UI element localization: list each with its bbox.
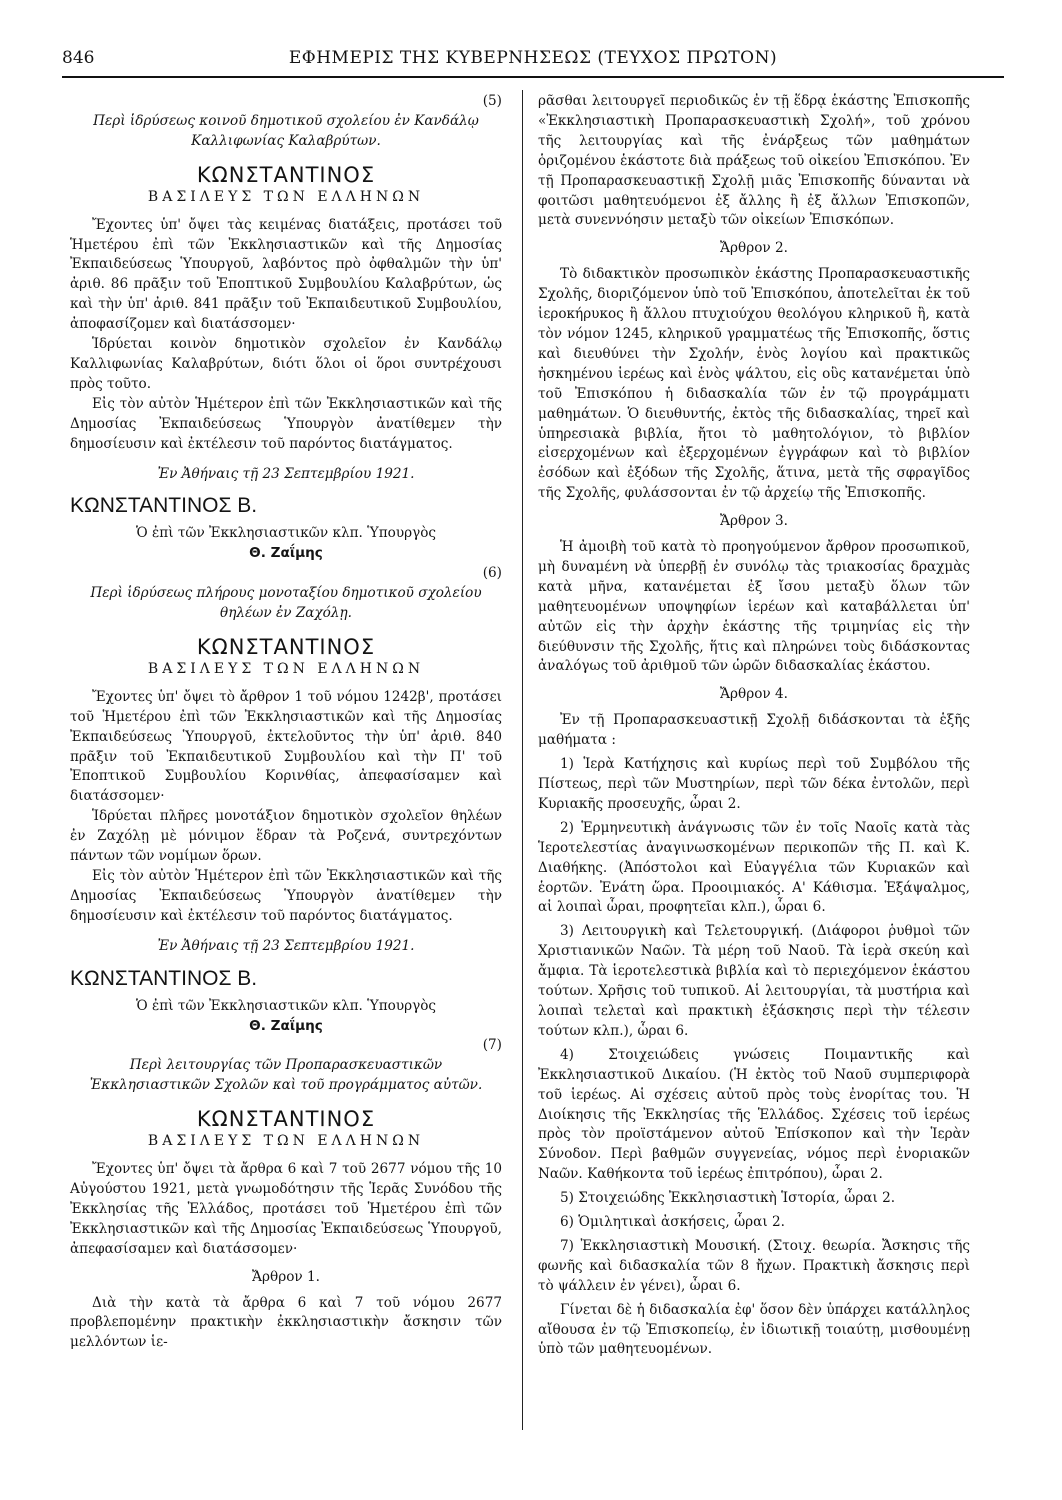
- decree-6-title: Περὶ ἱδρύσεως πλήρους μονοταξίου δημοτικοῦ σχολείου θηλέων ἐν Ζαχόλῃ.: [90, 585, 482, 622]
- article-2-heading: Ἄρθρον 2.: [720, 240, 788, 257]
- article-4-heading: Ἄρθρον 4.: [720, 686, 788, 703]
- decree-6-paragraph: Ἔχοντες ὑπ' ὄψει τὸ ἄρθρον 1 τοῦ νόμου 1242β', προτάσει τοῦ Ἡμετέρου ἐπὶ τῶν Ἐκκλησιαστικῶν καὶ τῆς Δημοσίας Ἐκπαιδεύσεως Ὑπουργοῦ, ἐκτελοῦντος τὴν ὑπ' ἀριθ. 840 πρᾶξιν τοῦ Ἐκπαιδευτικοῦ Συμβουλίου καὶ τὴν Π' τοῦ Ἐποπτικοῦ Συμβουλίου Κορινθίας, ἀπεφασίσαμεν καὶ διατάσσομεν·: [70, 688, 502, 805]
- article-1-continuation: ρᾶσθαι λειτουργεῖ περιοδικῶς ἐν τῇ ἕδρᾳ ἑκάστης Ἐπισκοπῆς «Ἐκκλησιαστικὴ Προπαρασκευαστικὴ Σχολή», τοῦ χρόνου τῆς λειτουργίας καὶ τῆς ἐνάρξεως τῶν μαθημάτων ὁριζομένου ἑκάστοτε διὰ πράξεως τοῦ οἰκείου Ἐπισκόπου. Ἐν τῇ Προπαρασκευαστικῇ Σχολῇ μιᾶς Ἐπισκοπῆς δύνανται νὰ φοιτῶσι μαθητευόμενοι ἐξ ἄλλης ἢ ἐξ ἄλλων Ἐπισκοπῶν, μετὰ συνεννόησιν μεταξὺ τῶν οἰκείων Ἐπισκόπων.: [538, 93, 970, 229]
- decree-5-signature: ΚΩΝΣΤΑΝΤΙΝΟΣ Β.: [70, 494, 258, 518]
- decree-6-number: (6): [482, 565, 502, 582]
- subject-list-item: 5) Στοιχειώδης Ἐκκλησιαστικὴ Ἱστορία, ὧραι 2.: [560, 1190, 896, 1207]
- decree-7-king: ΚΩΝΣΤΑΝΤΙΝΟΣ: [196, 1107, 376, 1132]
- decree-5-minister-line: Ὁ ἐπὶ τῶν Ἐκκλησιαστικῶν κλπ. Ὑπουργὸς: [135, 525, 437, 542]
- article-4-intro: Ἐν τῇ Προπαρασκευαστικῇ Σχολῇ διδάσκονται τὰ ἑξῆς μαθήματα :: [538, 712, 970, 749]
- decree-6-king: ΚΩΝΣΤΑΝΤΙΝΟΣ: [196, 634, 376, 659]
- decree-6-king-sub: ΒΑΣΙΛΕΥΣ ΤΩΝ ΕΛΛΗΝΩΝ: [147, 660, 425, 677]
- right-column: [538, 92, 970, 1360]
- decree-7-king-sub: ΒΑΣΙΛΕΥΣ ΤΩΝ ΕΛΛΗΝΩΝ: [147, 1133, 425, 1150]
- decree-7-paragraph: Ἔχοντες ὑπ' ὄψει τὰ ἄρθρα 6 καὶ 7 τοῦ 2677 νόμου τῆς 10 Αὐγούστου 1921, μετὰ γνωμοδότησιν τῆς Ἱερᾶς Συνόδου τῆς Ἐκκλησίας τῆς Ἑλλάδος, προτάσει τοῦ Ἡμετέρου ἐπὶ τῶν Ἐκκλησιαστικῶν καὶ τῆς Δημοσίας Ἐκπαιδεύσεως Ὑπουργοῦ, ἀπεφασίσαμεν καὶ διατάσσομεν·: [70, 1161, 502, 1257]
- decree-6-paragraph: Εἰς τὸν αὐτὸν Ἡμέτερον ἐπὶ τῶν Ἐκκλησιαστικῶν καὶ τῆς Δημοσίας Ἐκπαιδεύσεως Ὑπουργὸν ἀνατίθεμεν τὴν δημοσίευσιν καὶ ἐκτέλεσιν τοῦ παρόντος διατάγματος.: [70, 868, 502, 924]
- left-column: [70, 92, 502, 1353]
- subject-list-item: 3) Λειτουργικὴ καὶ Τελετουργική. (Διάφοροι ῥυθμοὶ τῶν Χριστιανικῶν Ναῶν. Τὰ μέρη τοῦ Ναοῦ. Τὰ ἱερὰ σκεύη καὶ ἄμφια. Τὰ ἱεροτελεστικὰ βιβλία καὶ τὸ περιεχόμενον ἑκάστου τούτων. Χρῆσις τοῦ τυπικοῦ. Αἱ λειτουργίαι, τὰ μυστήρια καὶ λοιπαὶ τελεταὶ καὶ πρακτικὴ ἐξάσκησις περὶ τὴν τέλεσιν τούτων κλπ.), ὧραι 6.: [538, 923, 970, 1039]
- article-1-text: Διὰ τὴν κατὰ τὰ ἄρθρα 6 καὶ 7 τοῦ νόμου 2677 προβλεπομένην πρακτικὴν ἐκκλησιαστικὴν ἄσκησιν τῶν μελλόντων ἱε-: [70, 1294, 502, 1351]
- decree-6-signature: ΚΩΝΣΤΑΝΤΙΝΟΣ Β.: [70, 966, 258, 990]
- decree-7-title: Περὶ λειτουργίας τῶν Προπαρασκευαστικῶν Ἐκκλησιαστικῶν Σχολῶν καὶ τοῦ προγράμματος αὐτῶν.: [89, 1057, 483, 1094]
- decree-5-dated: Ἐν Ἀθήναις τῇ 23 Σεπτεμβρίου 1921.: [157, 465, 415, 482]
- subject-list-item: 6) Ὁμιλητικαὶ ἀσκήσεις, ὧραι 2.: [560, 1214, 785, 1231]
- decree-5-king: ΚΩΝΣΤΑΝΤΙΝΟΣ: [196, 162, 376, 187]
- article-1-heading: Ἄρθρον 1.: [252, 1268, 320, 1285]
- column-divider: [522, 90, 523, 1430]
- decree-5-paragraph: Εἰς τὸν αὐτὸν Ἡμέτερον ἐπὶ τῶν Ἐκκλησιαστικῶν καὶ τῆς Δημοσίας Ἐκπαιδεύσεως Ὑπουργὸν ἀνατίθεμεν τὴν δημοσίευσιν καὶ ἐκτέλεσιν τοῦ παρόντος διατάγματος.: [70, 395, 502, 452]
- page-header: [62, 46, 1004, 78]
- decree-7-number: (7): [482, 1037, 502, 1054]
- decree-6-minister-name: Θ. Ζαΐμης: [249, 1017, 323, 1034]
- decree-5-number: (5): [482, 93, 502, 109]
- decree-5-minister-name: Θ. Ζαΐμης: [249, 545, 323, 562]
- closing-paragraph: Γίνεται δὲ ἡ διδασκαλία ἐφ' ὅσον δὲν ὑπάρχει κατάλληλος αἴθουσα ἐν τῷ Ἐπισκοπείῳ, ἐν ἰδιωτικῇ τοιαύτῃ, μισθουμένῃ ὑπὸ τῶν μαθητευομένων.: [538, 1301, 970, 1358]
- decree-6-dated: Ἐν Ἀθήναις τῇ 23 Σεπτεμβρίου 1921.: [157, 937, 415, 954]
- decree-5-king-sub: ΒΑΣΙΛΕΥΣ ΤΩΝ ΕΛΛΗΝΩΝ: [147, 188, 425, 205]
- subject-list-item: 7) Ἐκκλησιαστικὴ Μουσική. (Στοιχ. θεωρία. Ἄσκησις τῆς φωνῆς καὶ διδασκαλία τῶν 8 ἤχων. Πρακτικὴ ἄσκησις περὶ τὸ ψάλλειν ἐν γένει), ὧραι 6.: [538, 1237, 970, 1294]
- gazette-title: ΕΦΗΜΕΡΙΣ ΤΗΣ ΚΥΒΕΡΝΗΣΕΩΣ (ΤΕΥΧΟΣ ΠΡΩΤΟΝ): [288, 48, 778, 68]
- decree-5-paragraph: Ἔχοντες ὑπ' ὄψει τὰς κειμένας διατάξεις, προτάσει τοῦ Ἡμετέρου ἐπὶ τῶν Ἐκκλησιαστικῶν καὶ τῆς Δημοσίας Ἐκπαιδεύσεως Ὑπουργοῦ, λαβόντος πρὸ ὀφθαλμῶν τὴν ὑπ' ἀριθ. 86 πρᾶξιν τοῦ Ἐποπτικοῦ Συμβουλίου Καλαβρύτων, ὡς καὶ τὴν ὑπ' ἀριθ. 841 πρᾶξιν τοῦ Ἐκπαιδευτικοῦ Συμβουλίου, ἀποφασίζομεν καὶ διατάσσομεν·: [70, 216, 502, 333]
- decree-6-paragraph: Ἱδρύεται πλῆρες μονοτάξιον δημοτικὸν σχολεῖον θηλέων ἐν Ζαχόλῃ μὲ μόνιμον ἕδραν τὰ Ροζενά, συντρεχόντων πάντων τῶν νομίμων ὅρων.: [70, 808, 502, 865]
- subject-list-item: 4) Στοιχειώδεις γνώσεις Ποιμαντικῆς καὶ Ἐκκλησιαστικοῦ Δικαίου. (Ἡ ἐκτὸς τοῦ Ναοῦ συμπεριφορὰ τοῦ ἱερέως. Αἱ σχέσεις αὐτοῦ πρὸς τοὺς ἐνορίτας του. Ἡ Διοίκησις τῆς Ἐκκλησίας τῆς Ἑλλάδος. Σχέσεις τοῦ ἱερέως πρὸς τὸν προϊστάμενον αὐτοῦ Ἐπίσκοπον καὶ τὴν Ἱερὰν Σύνοδον. Περὶ βαθμῶν συγγενείας, νόμος περὶ ἐνοριακῶν Ναῶν. Καθήκοντα τοῦ ἱερέως ἐπιτρόπου), ὧραι 2.: [538, 1046, 970, 1183]
- decree-6-minister-line: Ὁ ἐπὶ τῶν Ἐκκλησιαστικῶν κλπ. Ὑπουργὸς: [135, 997, 437, 1014]
- decree-5-title: Περὶ ἱδρύσεως κοινοῦ δημοτικοῦ σχολείου ἐν Κανδάλῳ Καλλιφωνίας Καλαβρύτων.: [93, 112, 479, 149]
- article-3-heading: Ἄρθρον 3.: [720, 513, 788, 530]
- subject-list-item: 2) Ἑρμηνευτικὴ ἀνάγνωσις τῶν ἐν τοῖς Ναοῖς κατὰ τὰς Ἱεροτελεστίας ἀναγινωσκομένων περικοπῶν τῆς Π. καὶ Κ. Διαθήκης. (Ἀπόστολοι καὶ Εὐαγγέλια τῶν Κυριακῶν καὶ ἑορτῶν. Ἐνάτη ὥρα. Προοιμιακός. Α' Κάθισμα. Ἑξάψαλμος, αἱ λοιπαὶ ὧραι, προφητεῖαι κλπ.), ὧραι 6.: [538, 819, 970, 916]
- decree-5-paragraph: Ἱδρύεται κοινὸν δημοτικὸν σχολεῖον ἐν Κανδάλῳ Καλλιφωνίας Καλαβρύτων, διότι ὅλοι οἱ ὅροι συντρέχουσι πρὸς τοῦτο.: [70, 336, 502, 392]
- article-3-text: Ἡ ἀμοιβὴ τοῦ κατὰ τὸ προηγούμενον ἄρθρον προσωπικοῦ, μὴ δυναμένη νὰ ὑπερβῇ ἐν συνόλῳ τὰς τριακοσίας δραχμὰς κατὰ μῆνα, κατανέμεται ἐξ ἴσου μεταξὺ ὅλων τῶν μαθητευομένων υποψηφίων ἱερέων καὶ καταβάλλεται ὑπ' αὐτῶν εἰς τὴν ἀρχὴν ἑκάστης τῆς τριμηνίας εἰς τὴν διεύθυνσιν τῆς Σχολῆς, ἥτις καὶ πληρώνει τοὺς διδάσκοντας ἀναλόγως τοῦ ἀριθμοῦ τῶν ὡρῶν διδασκαλίας ἑκάστου.: [538, 539, 970, 675]
- article-2-text: Τὸ διδακτικὸν προσωπικὸν ἑκάστης Προπαρασκευαστικῆς Σχολῆς, διοριζόμενον ὑπὸ τοῦ Ἐπισκόπου, ἀποτελεῖται ἐκ τοῦ ἱεροκήρυκος ἢ ἄλλου πτυχιούχου θεολόγου κληρικοῦ ἢ, κατὰ τὸν νόμον 1245, κληρικοῦ γραμματέως τῆς Ἐπισκοπῆς, ὅστις καὶ διευθύνει τὴν Σχολήν, ἑνὸς λογίου καὶ πρακτικῶς ἠσκημένου ἱερέως καὶ ἑνὸς ψάλτου, εἰς οὓς κατανέμεται ὑπὸ τοῦ Ἐπισκόπου ἡ διδασκαλία τῶν ἐν τῷ προγράμματι μαθημάτων. Ὁ διευθυντής, ἐκτὸς τῆς διδασκαλίας, τηρεῖ καὶ ὑπηρεσιακὰ βιβλία, ἤτοι τὸ μαθητολόγιον, τὸ βιβλίον εἰσερχομένων καὶ ἐξερχομένων ἐγγράφων καὶ τὸ βιβλίον ἐσόδων καὶ ἐξόδων τῆς Σχολῆς, ἅτινα, μετὰ τῆς σφραγῖδος τῆς Σχολῆς, φυλάσσονται ἐν τῷ ἀρχείῳ τῆς Ἐπισκοπῆς.: [538, 266, 970, 502]
- subject-list-item: 1) Ἱερὰ Κατήχησις καὶ κυρίως περὶ τοῦ Συμβόλου τῆς Πίστεως, περὶ τῶν Μυστηρίων, περὶ τῶν δέκα ἐντολῶν, περὶ Κυριακῆς προσευχῆς, ὧραι 2.: [538, 756, 970, 812]
- page-number: 846: [62, 48, 95, 68]
